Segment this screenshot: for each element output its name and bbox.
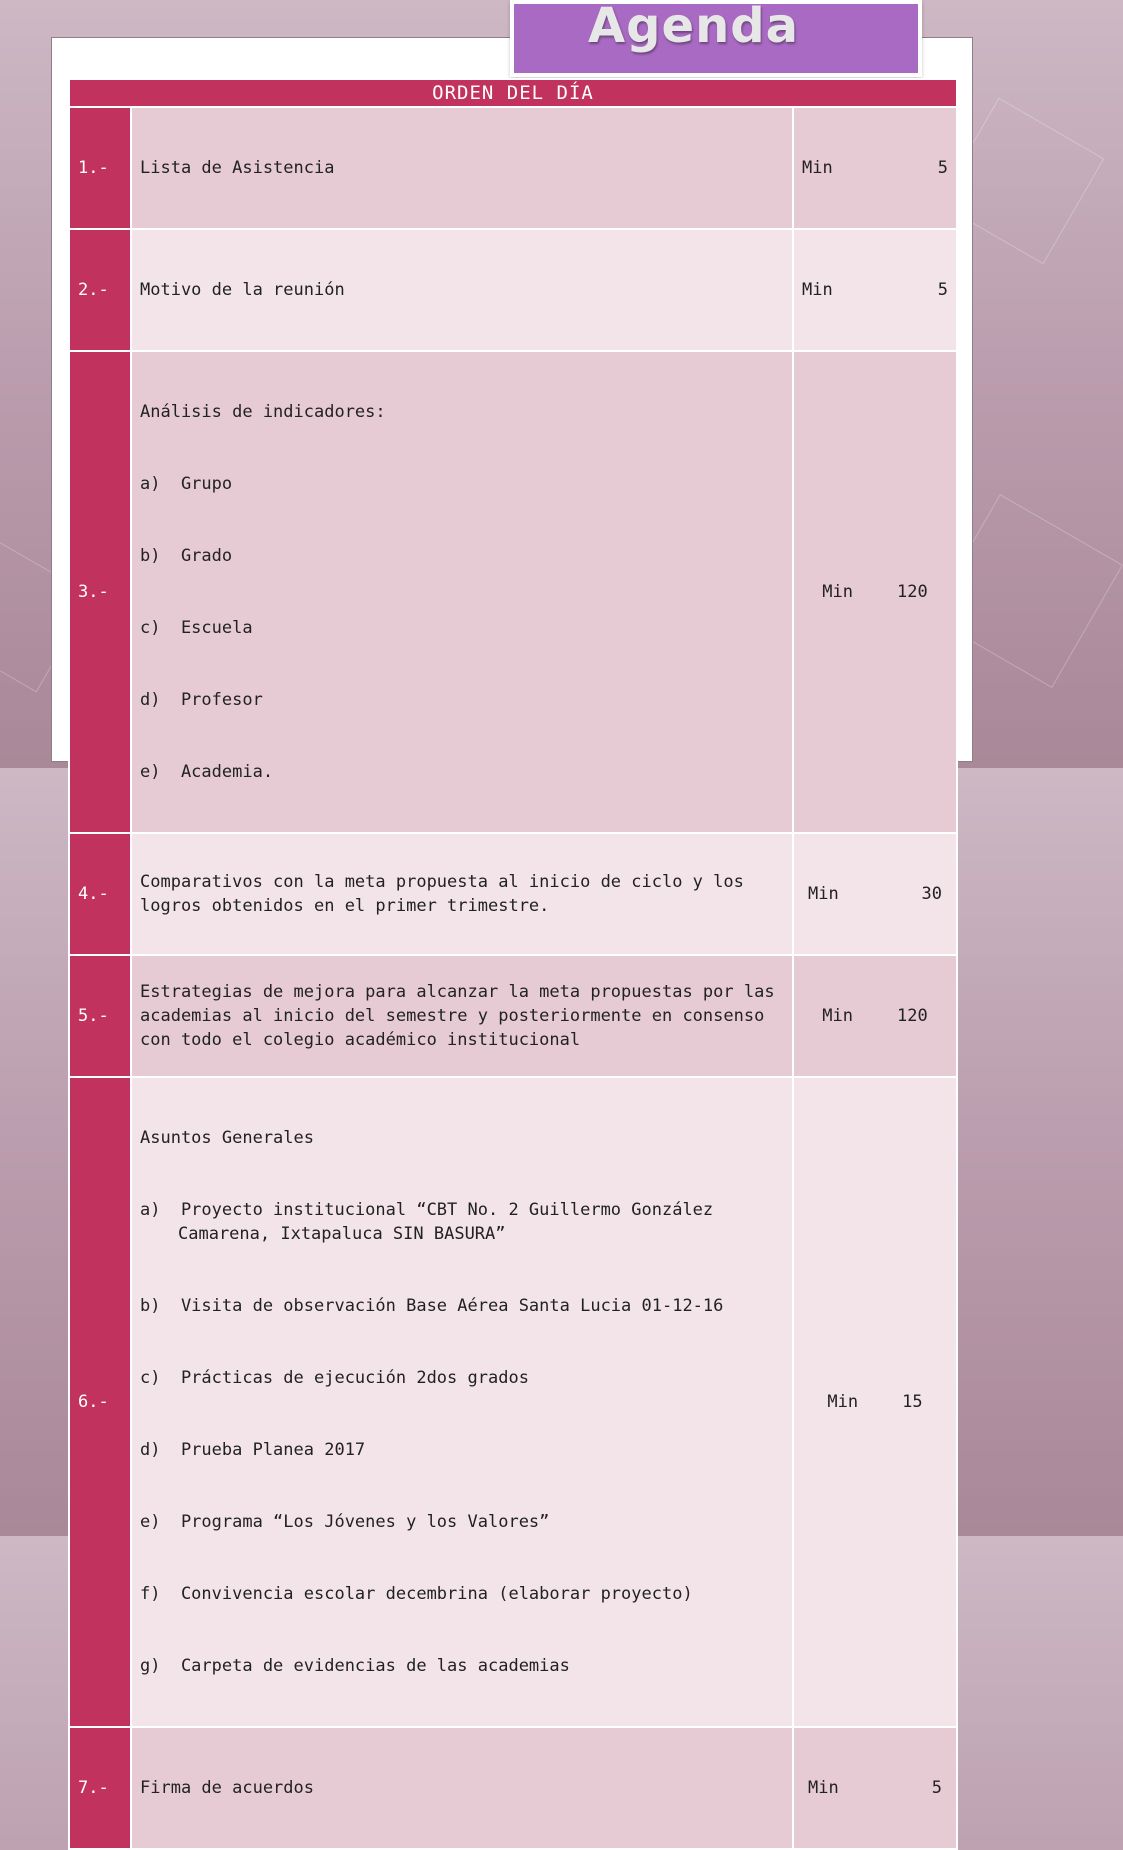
row-number: 7.-: [69, 1727, 131, 1849]
row-duration: [793, 107, 957, 229]
topic-subitem: c) Escuela: [140, 618, 253, 638]
agenda-table: [68, 78, 958, 1850]
row-duration: [793, 1727, 957, 1849]
topic-subitem: b) Grado: [140, 546, 233, 566]
topic-subitem: e) Academia.: [140, 762, 274, 782]
table-header: ORDEN DEL DÍA: [69, 79, 957, 107]
table-header-row: [69, 79, 957, 107]
row-number: 5.-: [69, 955, 131, 1077]
duration-label: Min: [822, 582, 853, 602]
row-duration: [793, 351, 957, 833]
table-row: [69, 351, 957, 833]
topic-subitem: e) Programa “Los Jóvenes y los Valores”: [140, 1512, 550, 1532]
table-row: [69, 1727, 957, 1849]
row-number: 1.-: [69, 107, 131, 229]
duration-value: 15: [902, 1392, 923, 1412]
duration-value: 120: [897, 1006, 928, 1026]
table-row: [69, 955, 957, 1077]
slide-title: Agenda: [588, 0, 799, 54]
topic-subitem: d) Prueba Planea 2017: [140, 1440, 366, 1460]
title-box: [510, 0, 922, 77]
duration-value: 5: [937, 280, 948, 300]
row-duration: [793, 833, 957, 955]
topic-heading: Asuntos Generales: [140, 1128, 314, 1148]
row-duration: [793, 955, 957, 1077]
duration-value: 120: [897, 582, 928, 602]
row-duration: [793, 229, 957, 351]
duration-label: Min: [808, 884, 839, 904]
topic-heading: Análisis de indicadores:: [140, 402, 386, 422]
row-topic: Motivo de la reunión: [131, 229, 793, 351]
row-topic: [131, 351, 793, 833]
row-duration: [793, 1077, 957, 1727]
duration-label: Min: [827, 1392, 859, 1412]
topic-subitem: g) Carpeta de evidencias de las academias: [140, 1656, 570, 1676]
topic-subitem: c) Prácticas de ejecución 2dos grados: [140, 1368, 529, 1388]
title-banner: [514, 0, 918, 73]
row-topic: Firma de acuerdos: [131, 1727, 793, 1849]
table-row: [69, 107, 957, 229]
table-row: [69, 229, 957, 351]
topic-subitem: f) Convivencia escolar decembrina (elaborar proyecto): [140, 1584, 693, 1604]
row-number: 2.-: [69, 229, 131, 351]
duration-label: Min: [808, 1778, 839, 1798]
duration-label: Min: [802, 280, 833, 300]
duration-label: Min: [802, 158, 833, 178]
row-topic: Lista de Asistencia: [131, 107, 793, 229]
row-topic: Comparativos con la meta propuesta al inicio de ciclo y los logros obtenidos en el primer trimestre.: [131, 833, 793, 955]
topic-subitem: b) Visita de observación Base Aérea Santa Lucia 01-12-16: [140, 1296, 724, 1316]
topic-subitem: d) Profesor: [140, 690, 263, 710]
duration-value: 5: [937, 158, 948, 178]
table-row: [69, 833, 957, 955]
row-topic: [131, 1077, 793, 1727]
row-number: 6.-: [69, 1077, 131, 1727]
table-row: [69, 1077, 957, 1727]
row-number: 3.-: [69, 351, 131, 833]
duration-label: Min: [822, 1006, 853, 1026]
duration-value: 30: [921, 884, 942, 904]
duration-value: 5: [931, 1778, 942, 1798]
topic-subitem: a) Proyecto institucional “CBT No. 2 Guillermo González Camarena, Ixtapaluca SIN BASURA”: [140, 1200, 724, 1244]
row-number: 4.-: [69, 833, 131, 955]
row-topic: Estrategias de mejora para alcanzar la meta propuestas por las academias al inicio del semestre y posteriormente en consenso con todo el colegio académico institucional: [131, 955, 793, 1077]
topic-subitem: a) Grupo: [140, 474, 233, 494]
